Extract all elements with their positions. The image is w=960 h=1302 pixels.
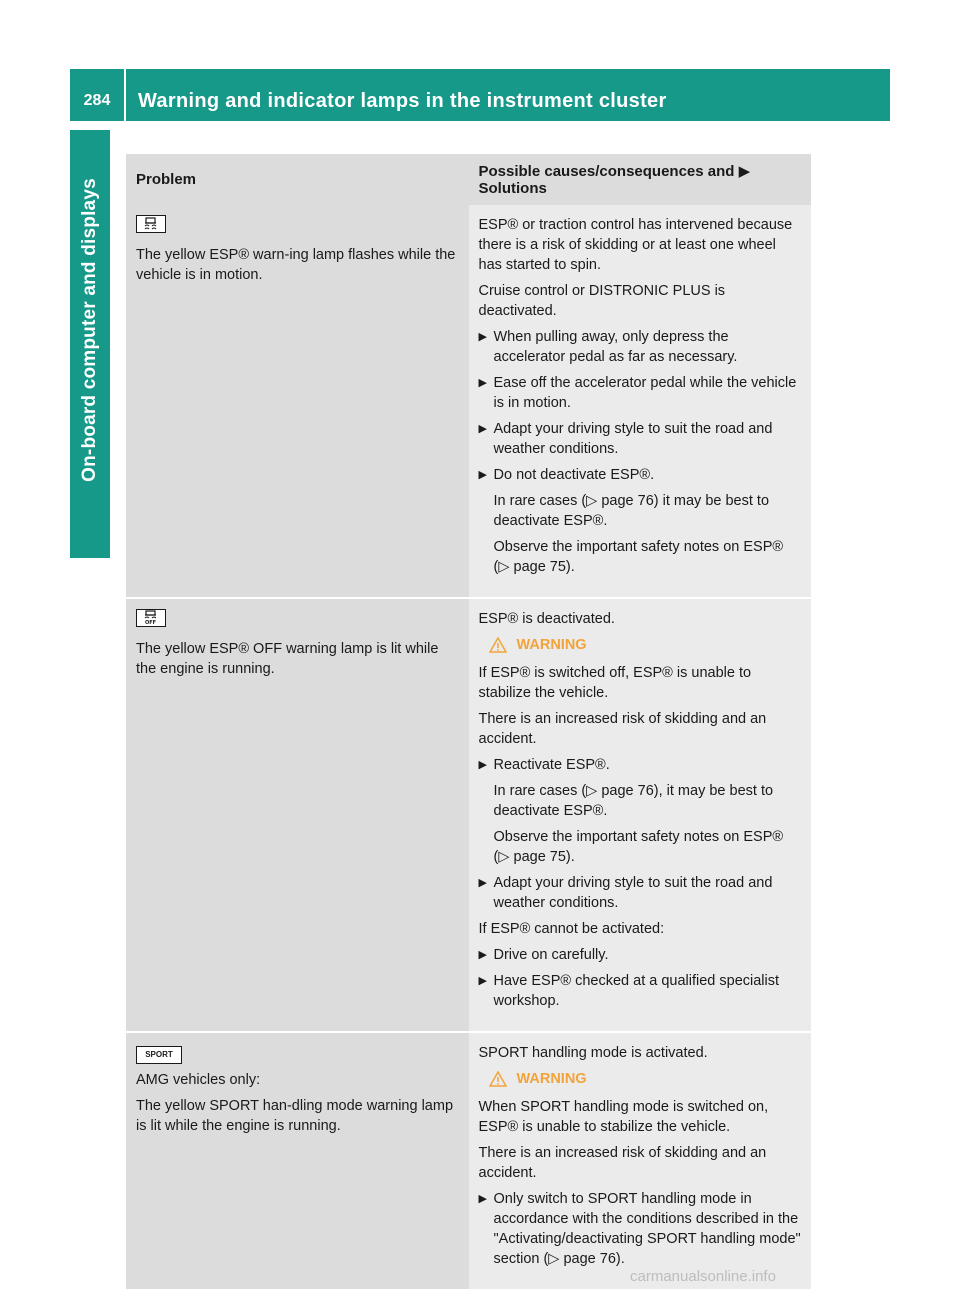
- solution-step: [479, 1189, 804, 1269]
- solution-step: [479, 945, 804, 965]
- warning-triangle-icon: [489, 637, 507, 653]
- warning-label: WARNING: [516, 637, 587, 653]
- problem-text: The yellow ESP® OFF warning lamp is lit while the engine is running.: [136, 641, 439, 677]
- side-tab-label: On-board computer and displays: [79, 178, 100, 482]
- warning-lamp-table: [126, 154, 811, 1291]
- solution-arrow-icon: ▶: [738, 163, 751, 180]
- cause-text: SPORT handling mode is activated.: [478, 1045, 708, 1061]
- warning-text: When SPORT handling mode is switched on, ESP® is unable to stabilize the vehicle.: [478, 1099, 769, 1135]
- svg-text:OFF: OFF: [144, 620, 157, 625]
- solution-step: [479, 419, 804, 459]
- problem-cell: [126, 205, 469, 598]
- step-arrow-icon: ▶: [478, 1193, 487, 1205]
- step-text: Adapt your driving style to suit the road and weather conditions.: [493, 875, 773, 911]
- page-number: 284: [70, 69, 126, 121]
- problem-cell: [126, 598, 469, 1032]
- step-text: When pulling away, only depress the accelerator pedal as far as necessary.: [493, 329, 738, 365]
- header-problem: Problem: [126, 154, 469, 205]
- step-arrow-icon: ▶: [478, 469, 487, 481]
- page-title: Warning and indicator lamps in the instrument cluster: [138, 89, 667, 112]
- warning-text: There is an increased risk of skidding and an accident.: [478, 711, 767, 747]
- step-text: Do not deactivate ESP®.: [493, 467, 655, 483]
- step-text: Only switch to SPORT handling mode in accordance with the conditions described in the "Activating/deactivating SPORT handling mode" section (▷ page 76).: [493, 1191, 801, 1267]
- table-header-row: [126, 154, 811, 205]
- step-text: Adapt your driving style to suit the road and weather conditions.: [493, 421, 773, 457]
- solution-cell: [469, 205, 812, 598]
- note-text: In rare cases (▷ page 76), it may be best to deactivate ESP®.: [493, 783, 774, 819]
- solution-cell: [469, 1032, 812, 1290]
- solution-step: [479, 873, 804, 913]
- warning-text: There is an increased risk of skidding and an accident.: [478, 1145, 767, 1181]
- step-arrow-icon: ▶: [478, 877, 487, 889]
- step-text: Ease off the accelerator pedal while the vehicle is in motion.: [493, 375, 797, 411]
- solution-step: [479, 465, 804, 485]
- note-text: Observe the important safety notes on ESP® (▷ page 75).: [493, 829, 784, 865]
- cause-text: ESP® or traction control has intervened because there is a risk of skidding or at least one wheel has started to spin.: [478, 217, 793, 273]
- cause-text: ESP® is deactivated.: [478, 611, 615, 627]
- table-row: [126, 1032, 811, 1290]
- warning-notice: [489, 635, 804, 655]
- problem-text: AMG vehicles only:: [136, 1072, 261, 1088]
- step-text: Have ESP® checked at a qualified specialist workshop.: [493, 973, 780, 1009]
- side-tab-label-wrap: [70, 130, 110, 530]
- note-text: Observe the important safety notes on ESP® (▷ page 75).: [493, 539, 784, 575]
- step-arrow-icon: ▶: [478, 949, 487, 961]
- table-row: [126, 598, 811, 1032]
- warning-text: If ESP® is switched off, ESP® is unable to stabilize the vehicle.: [478, 665, 752, 701]
- solution-cell: [469, 598, 812, 1032]
- sport-icon: SPORT: [136, 1046, 182, 1064]
- watermark: carmanualsonline.info: [630, 1268, 776, 1285]
- step-text: Reactivate ESP®.: [493, 757, 610, 773]
- step-arrow-icon: ▶: [478, 423, 487, 435]
- problem-text: The yellow SPORT han-dling mode warning lamp is lit while the engine is running.: [136, 1098, 454, 1134]
- problem-cell: [126, 1032, 469, 1290]
- header-solutions-pre: Possible causes/consequences and: [478, 163, 735, 180]
- warning-triangle-icon: [489, 1071, 507, 1087]
- step-arrow-icon: ▶: [478, 759, 487, 771]
- header-bar: [70, 69, 890, 121]
- problem-text: The yellow ESP® warn-ing lamp flashes while the vehicle is in motion.: [136, 247, 456, 283]
- cause-text: Cruise control or DISTRONIC PLUS is deactivated.: [478, 283, 726, 319]
- warning-label: WARNING: [516, 1071, 587, 1087]
- step-text: Drive on carefully.: [493, 947, 609, 963]
- solution-step: [479, 327, 804, 367]
- solution-step: [479, 755, 804, 775]
- warning-notice: [489, 1069, 804, 1089]
- note-text: In rare cases (▷ page 76) it may be best to deactivate ESP®.: [493, 493, 770, 529]
- cause-text: If ESP® cannot be activated:: [478, 921, 665, 937]
- esp-off-icon: [136, 609, 166, 627]
- esp-icon: [136, 215, 166, 233]
- step-arrow-icon: ▶: [478, 377, 487, 389]
- step-arrow-icon: ▶: [478, 975, 487, 987]
- solution-step: [479, 971, 804, 1011]
- table-row: [126, 205, 811, 598]
- header-solutions: [469, 154, 812, 205]
- solution-step: [479, 373, 804, 413]
- header-solutions-post: Solutions: [478, 180, 547, 197]
- step-arrow-icon: ▶: [478, 331, 487, 343]
